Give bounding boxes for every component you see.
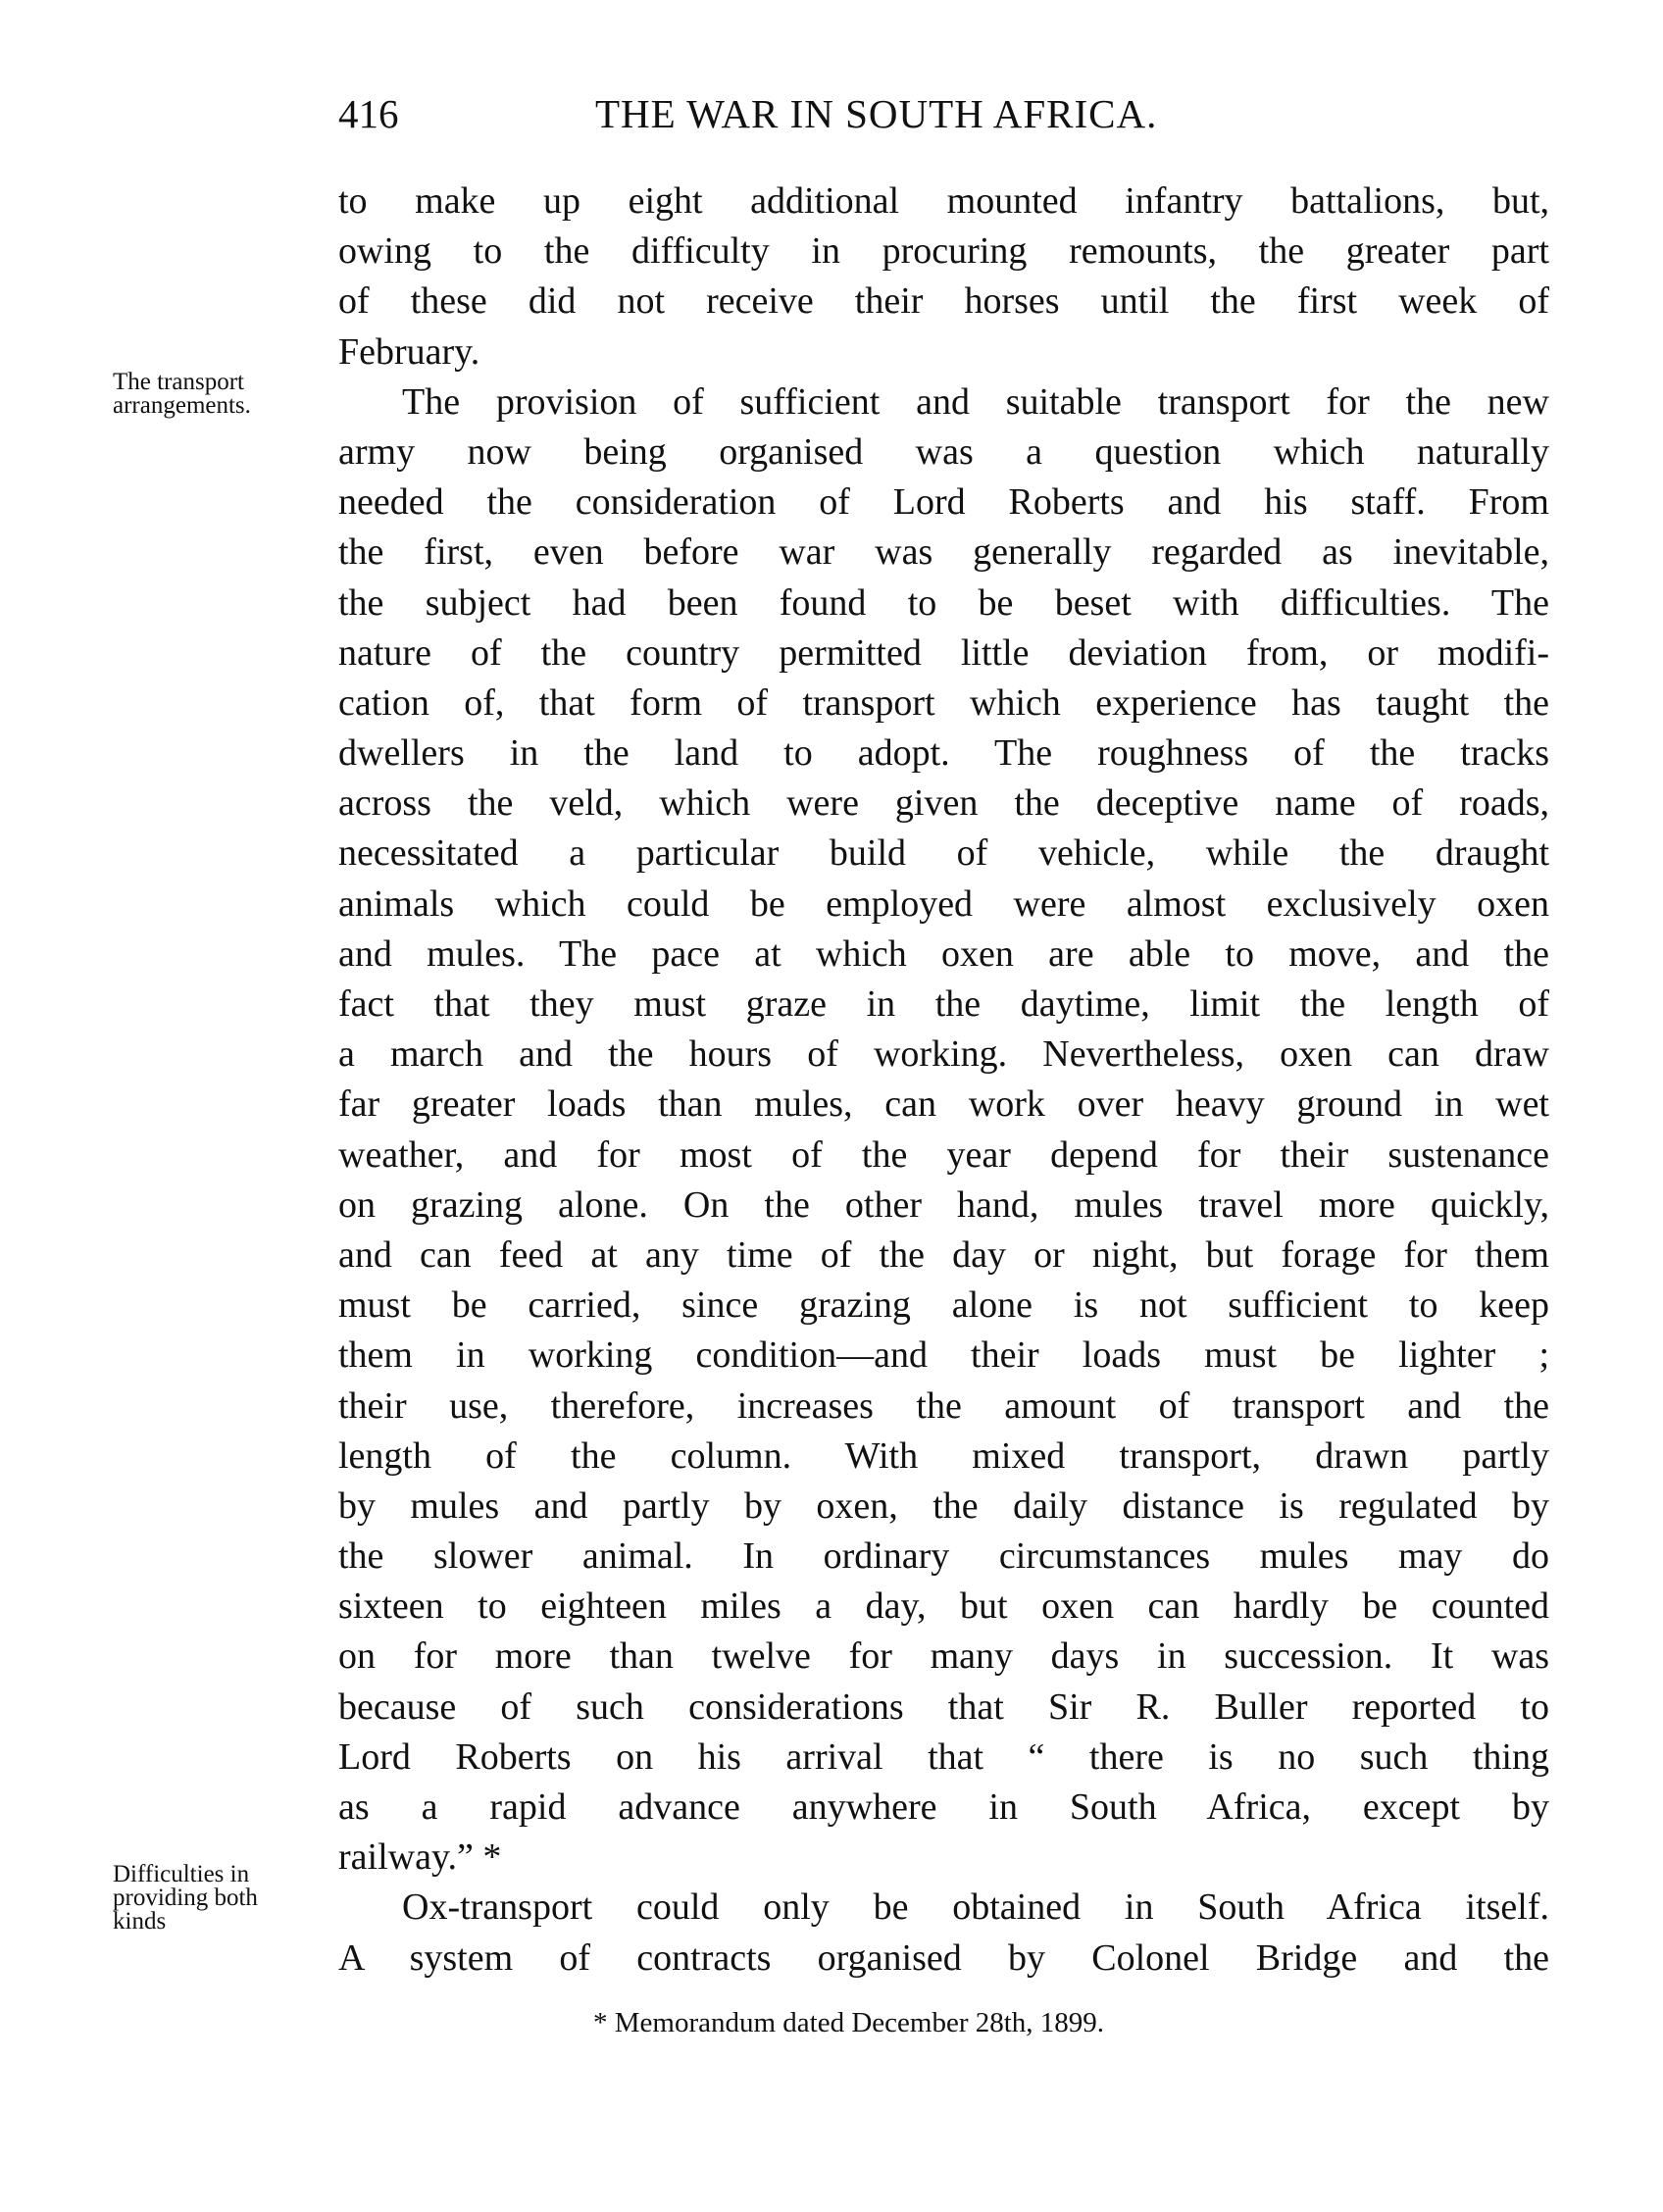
text-line: a march and the hours of working. Nevertheless, oxen can draw <box>338 1033 1549 1076</box>
running-header <box>338 90 1319 149</box>
text-line: cation of, that form of transport which experience has taught the <box>338 681 1549 724</box>
text-line: must be carried, since grazing alone is not sufficient to keep <box>338 1284 1549 1327</box>
text-line: sixteen to eighteen miles a day, but oxen can hardly be counted <box>338 1585 1549 1628</box>
text-line: A system of contracts organised by Colonel Bridge and the <box>338 1936 1549 1979</box>
sidenote-transport-arrangements <box>113 371 319 418</box>
sidenote-line: providing both <box>113 1885 258 1911</box>
text-line: across the veld, which were given the deceptive name of roads, <box>338 782 1549 825</box>
sidenote-line: The transport <box>113 369 244 395</box>
body-text <box>338 176 1549 1984</box>
text-line: of these did not receive their horses until the first week of <box>338 280 1549 323</box>
text-line: because of such considerations that Sir R. Buller reported to <box>338 1685 1549 1728</box>
text-line: as a rapid advance anywhere in South Africa, except by <box>338 1786 1549 1828</box>
text-line: on grazing alone. On the other hand, mules travel more quickly, <box>338 1183 1549 1226</box>
text-line: length of the column. With mixed transport, drawn partly <box>338 1434 1549 1477</box>
text-line: animals which could be employed were almost exclusively oxen <box>338 882 1549 925</box>
page-number: 416 <box>338 91 399 136</box>
running-title: THE WAR IN SOUTH AFRICA. <box>595 91 1158 136</box>
text-line: on for more than twelve for many days in succession. It was <box>338 1635 1549 1678</box>
text-line: needed the consideration of Lord Roberts and his staff. From <box>338 481 1549 524</box>
text-line: far greater loads than mules, can work over heavy ground in wet <box>338 1083 1549 1126</box>
text-line: and mules. The pace at which oxen are able to move, and the <box>338 932 1549 975</box>
text-line: February. <box>338 330 480 373</box>
text-line: to make up eight additional mounted infantry battalions, but, <box>338 180 1549 222</box>
sidenote-difficulties <box>113 1863 319 1934</box>
text-line: fact that they must graze in the daytime, limit the length of <box>338 983 1549 1025</box>
text-line: their use, therefore, increases the amount of transport and the <box>338 1384 1549 1427</box>
text-line: the subject had been found to be beset with difficulties. The <box>338 581 1549 624</box>
text-line: army now being organised was a question which naturally <box>338 430 1549 473</box>
paragraph-start-line: Ox-transport could only be obtained in South Africa itself. <box>402 1886 1549 1929</box>
text-line: dwellers in the land to adopt. The roughness of the tracks <box>338 732 1549 775</box>
sidenote-line: arrangements. <box>113 392 251 419</box>
sidenote-line: kinds <box>113 1908 167 1935</box>
text-line: by mules and partly by oxen, the daily distance is regulated by <box>338 1484 1549 1527</box>
footnote: * Memorandum dated December 28th, 1899. <box>593 2007 1105 2038</box>
text-line: the slower animal. In ordinary circumstances mules may do <box>338 1535 1549 1578</box>
text-line: them in working condition—and their loads must be lighter ; <box>338 1334 1549 1377</box>
text-line: the first, even before war was generally regarded as inevitable, <box>338 531 1549 574</box>
text-line: and can feed at any time of the day or night, but forage for them <box>338 1233 1549 1276</box>
text-line: Lord Roberts on his arrival that “ there is no such thing <box>338 1735 1549 1778</box>
text-line: nature of the country permitted little deviation from, or modifi- <box>338 631 1549 674</box>
paragraph-start-line: The provision of sufficient and suitable transport for the new <box>402 380 1549 423</box>
text-line: necessitated a particular build of vehicle, while the draught <box>338 832 1549 875</box>
text-line: railway.” * <box>338 1836 502 1879</box>
sidenote-line: Difficulties in <box>113 1861 250 1887</box>
text-line: owing to the difficulty in procuring remounts, the greater part <box>338 230 1549 273</box>
text-line: weather, and for most of the year depend for their sustenance <box>338 1133 1549 1176</box>
